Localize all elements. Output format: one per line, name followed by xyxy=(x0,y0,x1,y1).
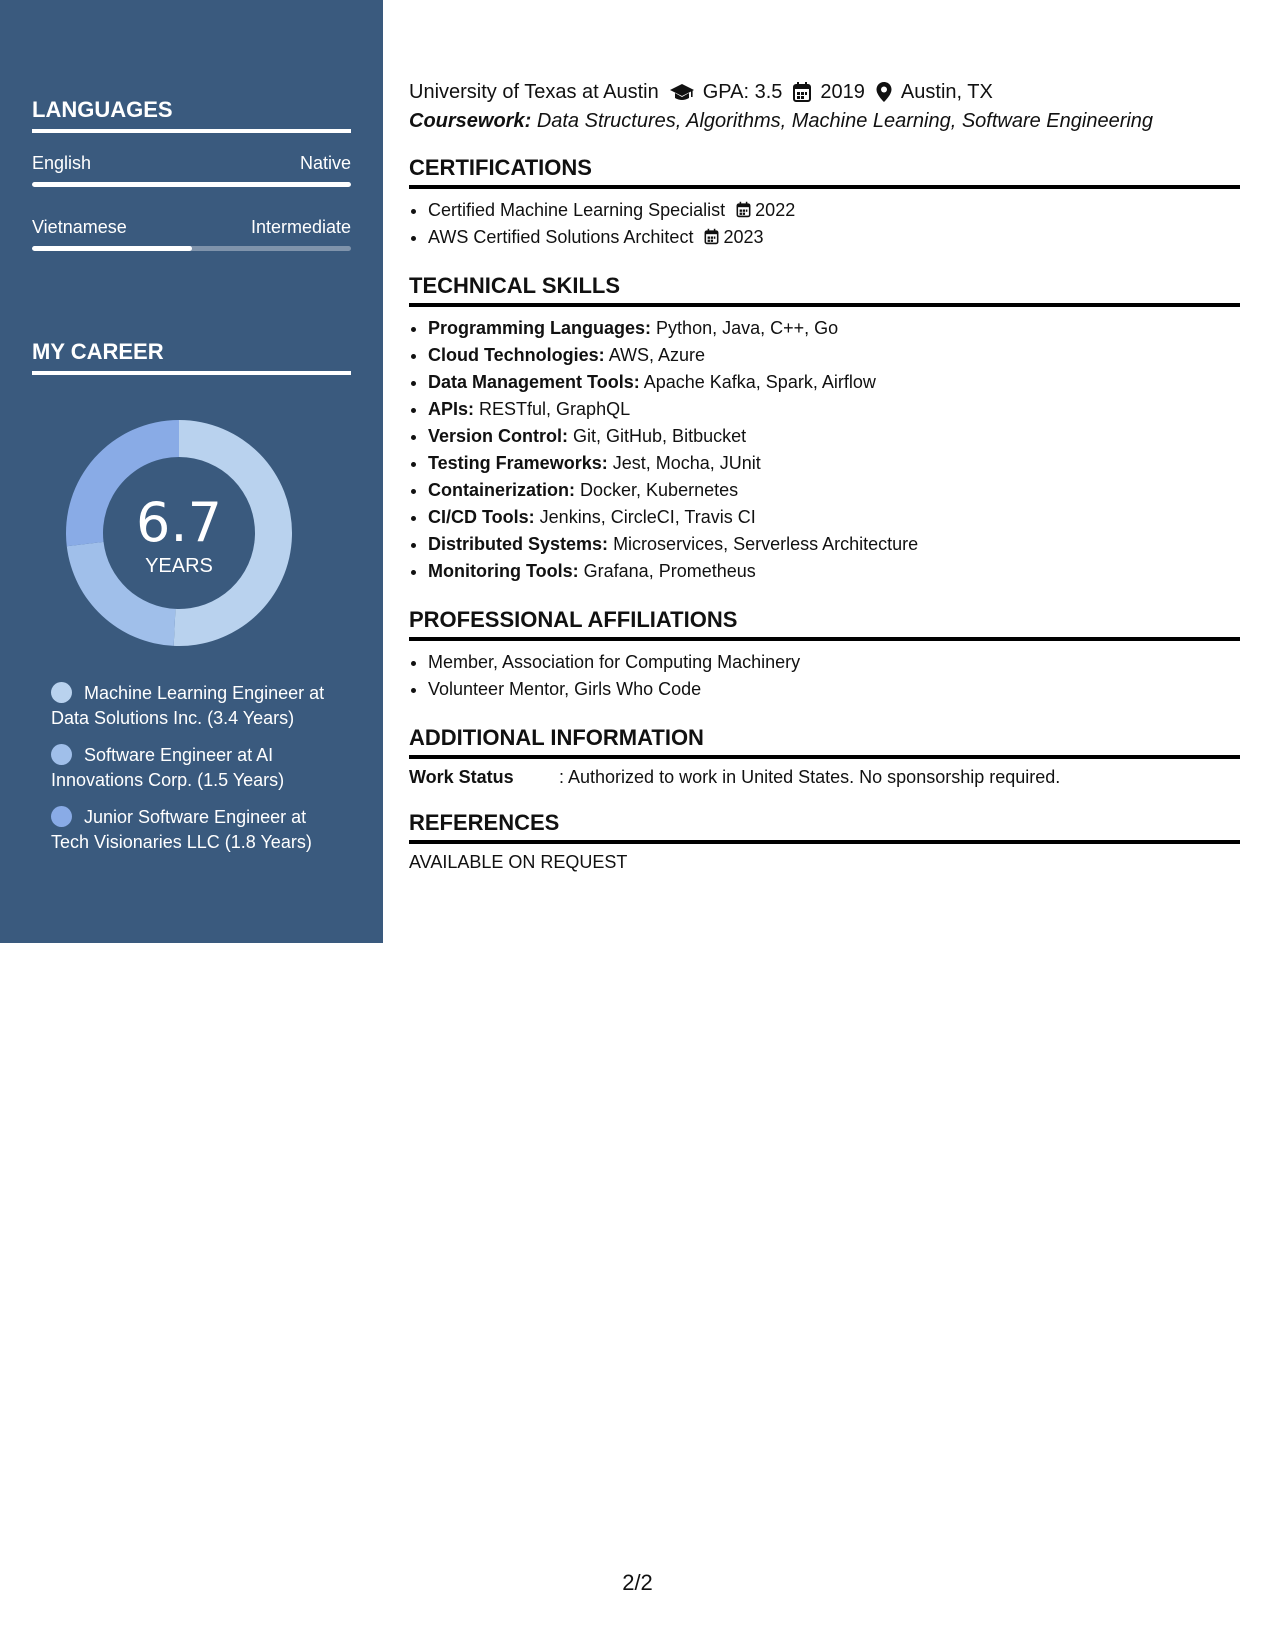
languages-list xyxy=(32,153,351,251)
career-donut-chart xyxy=(66,420,292,646)
language-proficiency-fill xyxy=(32,246,192,251)
skill-item xyxy=(428,558,1240,585)
skill-category: Data Management Tools: xyxy=(428,372,640,392)
affiliation-item: • Member, Association for Computing Machinery xyxy=(428,649,1240,676)
affiliation-item: • Volunteer Mentor, Girls Who Code xyxy=(428,676,1240,703)
language-row xyxy=(32,217,351,238)
graduation-cap-icon xyxy=(669,81,695,103)
skills-list xyxy=(409,315,1240,585)
skill-category: Cloud Technologies: xyxy=(428,345,605,365)
years-label: YEARS xyxy=(145,555,213,577)
affiliations-list xyxy=(409,649,1240,703)
coursework xyxy=(409,110,1240,133)
skill-item xyxy=(428,423,1240,450)
certification-name: AWS Certified Solutions Architect xyxy=(428,227,694,247)
skill-item xyxy=(428,504,1240,531)
skill-item xyxy=(428,315,1240,342)
skill-category: Containerization: xyxy=(428,480,575,500)
career-legend xyxy=(51,681,341,867)
main-content xyxy=(409,78,1240,873)
legend-dot xyxy=(51,682,72,703)
skill-values: Jenkins, CircleCI, Travis CI xyxy=(539,507,756,527)
career-heading: MY CAREER xyxy=(32,339,351,375)
gpa: GPA: 3.5 xyxy=(702,80,783,103)
certification-year: 2023 xyxy=(723,227,764,247)
work-status-row xyxy=(409,767,1240,788)
skill-category: CI/CD Tools: xyxy=(428,507,535,527)
skills-title: TECHNICAL SKILLS xyxy=(409,273,1240,307)
certifications-title: CERTIFICATIONS xyxy=(409,155,1240,189)
skill-values: Microservices, Serverless Architecture xyxy=(613,534,919,554)
skill-values: Jest, Mocha, JUnit xyxy=(612,453,761,473)
language-name: Vietnamese xyxy=(32,217,127,237)
skill-values: AWS, Azure xyxy=(608,345,706,365)
additional-info-title: ADDITIONAL INFORMATION xyxy=(409,725,1240,759)
calendar-icon xyxy=(703,226,720,243)
skill-values: Apache Kafka, Spark, Airflow xyxy=(643,372,876,392)
school-location: Austin, TX xyxy=(900,80,993,103)
language-item xyxy=(32,217,351,251)
language-row xyxy=(32,153,351,174)
references-text: AVAILABLE ON REQUEST xyxy=(409,852,628,872)
career-legend-item xyxy=(51,681,341,731)
skill-item xyxy=(428,477,1240,504)
language-item xyxy=(32,153,351,187)
education-line xyxy=(409,78,1240,106)
skill-category: Distributed Systems: xyxy=(428,534,609,554)
legend-dot xyxy=(51,806,72,827)
skill-values: Git, GitHub, Bitbucket xyxy=(573,426,747,446)
language-level: Native xyxy=(299,153,351,173)
skill-item xyxy=(428,396,1240,423)
skill-category: Version Control: xyxy=(428,426,569,446)
skill-category: APIs: xyxy=(428,399,475,419)
career-label: Junior Software Engineer at Tech Visionaries LLC (1.8 Years) xyxy=(51,807,312,852)
certifications-list xyxy=(409,197,1240,251)
work-status-value: : Authorized to work in United States. No sponsorship required. xyxy=(559,767,1061,787)
certification-name: Certified Machine Learning Specialist xyxy=(428,200,726,220)
skill-values: Docker, Kubernetes xyxy=(580,480,739,500)
languages-heading: LANGUAGES xyxy=(32,97,351,133)
career-label: Software Engineer at AI Innovations Corp. (1.5 Years) xyxy=(51,745,285,790)
map-pin-icon xyxy=(875,81,893,103)
language-proficiency-bar xyxy=(32,246,351,251)
work-status-label: Work Status xyxy=(409,767,514,787)
skill-item xyxy=(428,369,1240,396)
career-label: Machine Learning Engineer at Data Solutions Inc. (3.4 Years) xyxy=(51,683,325,728)
certification-item xyxy=(428,224,1240,251)
language-proficiency-fill xyxy=(32,182,351,187)
skill-item xyxy=(428,531,1240,558)
career-legend-item xyxy=(51,805,341,855)
graduation-year: 2019 xyxy=(820,80,865,103)
total-years-value: 6.7 xyxy=(136,491,222,554)
language-name: English xyxy=(32,153,92,173)
certification-year: 2022 xyxy=(755,200,796,220)
career-legend-item xyxy=(51,743,341,793)
skill-values: Grafana, Prometheus xyxy=(583,561,756,581)
skill-category: Testing Frameworks: xyxy=(428,453,608,473)
references-title: REFERENCES xyxy=(409,810,1240,844)
school-name: University of Texas at Austin xyxy=(409,80,659,103)
legend-dot xyxy=(51,744,72,765)
calendar-icon xyxy=(735,199,752,216)
coursework-label: Coursework: xyxy=(409,110,532,132)
page-number: 2/2 xyxy=(622,1570,653,1595)
coursework-list: Data Structures, Algorithms, Machine Learning, Software Engineering xyxy=(536,110,1154,132)
sidebar xyxy=(0,0,383,943)
language-level: Intermediate xyxy=(250,217,351,237)
skill-values: Python, Java, C++, Go xyxy=(656,318,839,338)
skill-category: Programming Languages: xyxy=(428,318,652,338)
skill-values: RESTful, GraphQL xyxy=(479,399,631,419)
certification-item xyxy=(428,197,1240,224)
skill-item xyxy=(428,342,1240,369)
language-proficiency-bar xyxy=(32,182,351,187)
skill-category: Monitoring Tools: xyxy=(428,561,579,581)
affiliations-title: PROFESSIONAL AFFILIATIONS xyxy=(409,607,1240,641)
calendar-icon xyxy=(792,81,812,103)
skill-item xyxy=(428,450,1240,477)
